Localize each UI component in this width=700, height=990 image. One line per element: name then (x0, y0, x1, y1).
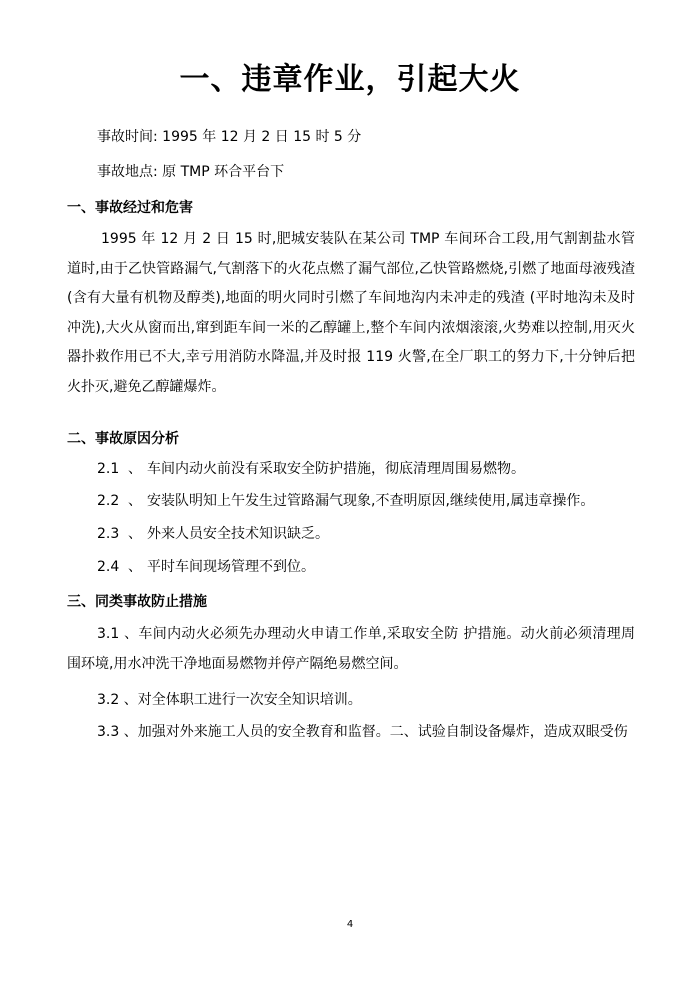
section-text-process: 1995 年 12 月 2 日 15 时,肥城安装队在某公司 TMP 车间环合工段,用气割割盐水管道时,由于乙快管路漏气,气割落下的火花点燃了漏气部位,乙快管路燃烧,引燃了地面母液残渣(含有大量有机物及醇类),地面的明火同时引燃了车间地沟内未冲走的残渣 (平时地沟未及时冲洗),大火从窗而出,窜到距车间一米的乙醇罐上,整个车间内浓烟滚滚,火势难以控制,用灭火器扑救作用已不大,幸亏用消防水降温,并及时报 119 火警,在全厂职工的努力下,十分钟后把火扑灭,避免乙醇罐爆炸。 (67, 231, 635, 395)
page-title: 一、违章作业，引起大火 (179, 62, 521, 97)
item-number: 2.1 (97, 461, 120, 477)
list-item (67, 620, 635, 679)
item-number: 2.3 (97, 526, 120, 542)
accident-place: 事故地点: 原 TMP 环合平台下 (97, 164, 285, 180)
page-number: 4 (346, 919, 354, 930)
item-text: 车间内动火必须先办理动火申请工作单,采取安全防 护措施。动火前必须清理周围环境,用水冲洗干净地面易燃物并停产隔绝易燃空间。 (67, 626, 636, 672)
item-separator: 、 (123, 692, 138, 708)
item-number: 2.4 (97, 559, 120, 575)
item-text: 安装队明知上午发生过管路漏气现象,不查明原因,继续使用,属违章操作。 (147, 493, 595, 509)
item-text: 加强对外来施工人员的安全教育和监督。二、试验自制设备爆炸，造成双眼受伤 (137, 724, 628, 740)
item-separator: 、 (128, 559, 142, 575)
item-number: 3.3 (97, 724, 120, 740)
list-item (97, 458, 525, 478)
list-item (97, 556, 315, 576)
list-item (67, 686, 635, 716)
section-heading-prevention: 三、同类事故防止措施 (67, 594, 207, 610)
item-text: 对全体职工进行一次安全知识培训。 (137, 692, 362, 708)
section-heading-process: 一、事故经过和危害 (67, 200, 193, 216)
item-separator: 、 (128, 493, 142, 509)
list-item (97, 523, 329, 543)
list-item (97, 490, 594, 510)
item-separator: 、 (124, 626, 139, 642)
item-separator: 、 (123, 724, 138, 740)
item-text: 车间内动火前没有采取安全防护措施，彻底清理周围易燃物。 (147, 461, 525, 477)
item-separator: 、 (128, 461, 142, 477)
item-number: 3.1 (97, 626, 120, 642)
item-separator: 、 (128, 526, 142, 542)
item-number: 3.2 (97, 692, 120, 708)
section-heading-causes: 二、事故原因分析 (67, 431, 179, 447)
item-number: 2.2 (97, 493, 120, 509)
item-text: 平时车间现场管理不到位。 (147, 559, 315, 575)
list-item (67, 718, 635, 748)
accident-time: 事故时间: 1995 年 12 月 2 日 15 时 5 分 (97, 129, 362, 145)
item-text: 外来人员安全技术知识缺乏。 (147, 526, 329, 542)
